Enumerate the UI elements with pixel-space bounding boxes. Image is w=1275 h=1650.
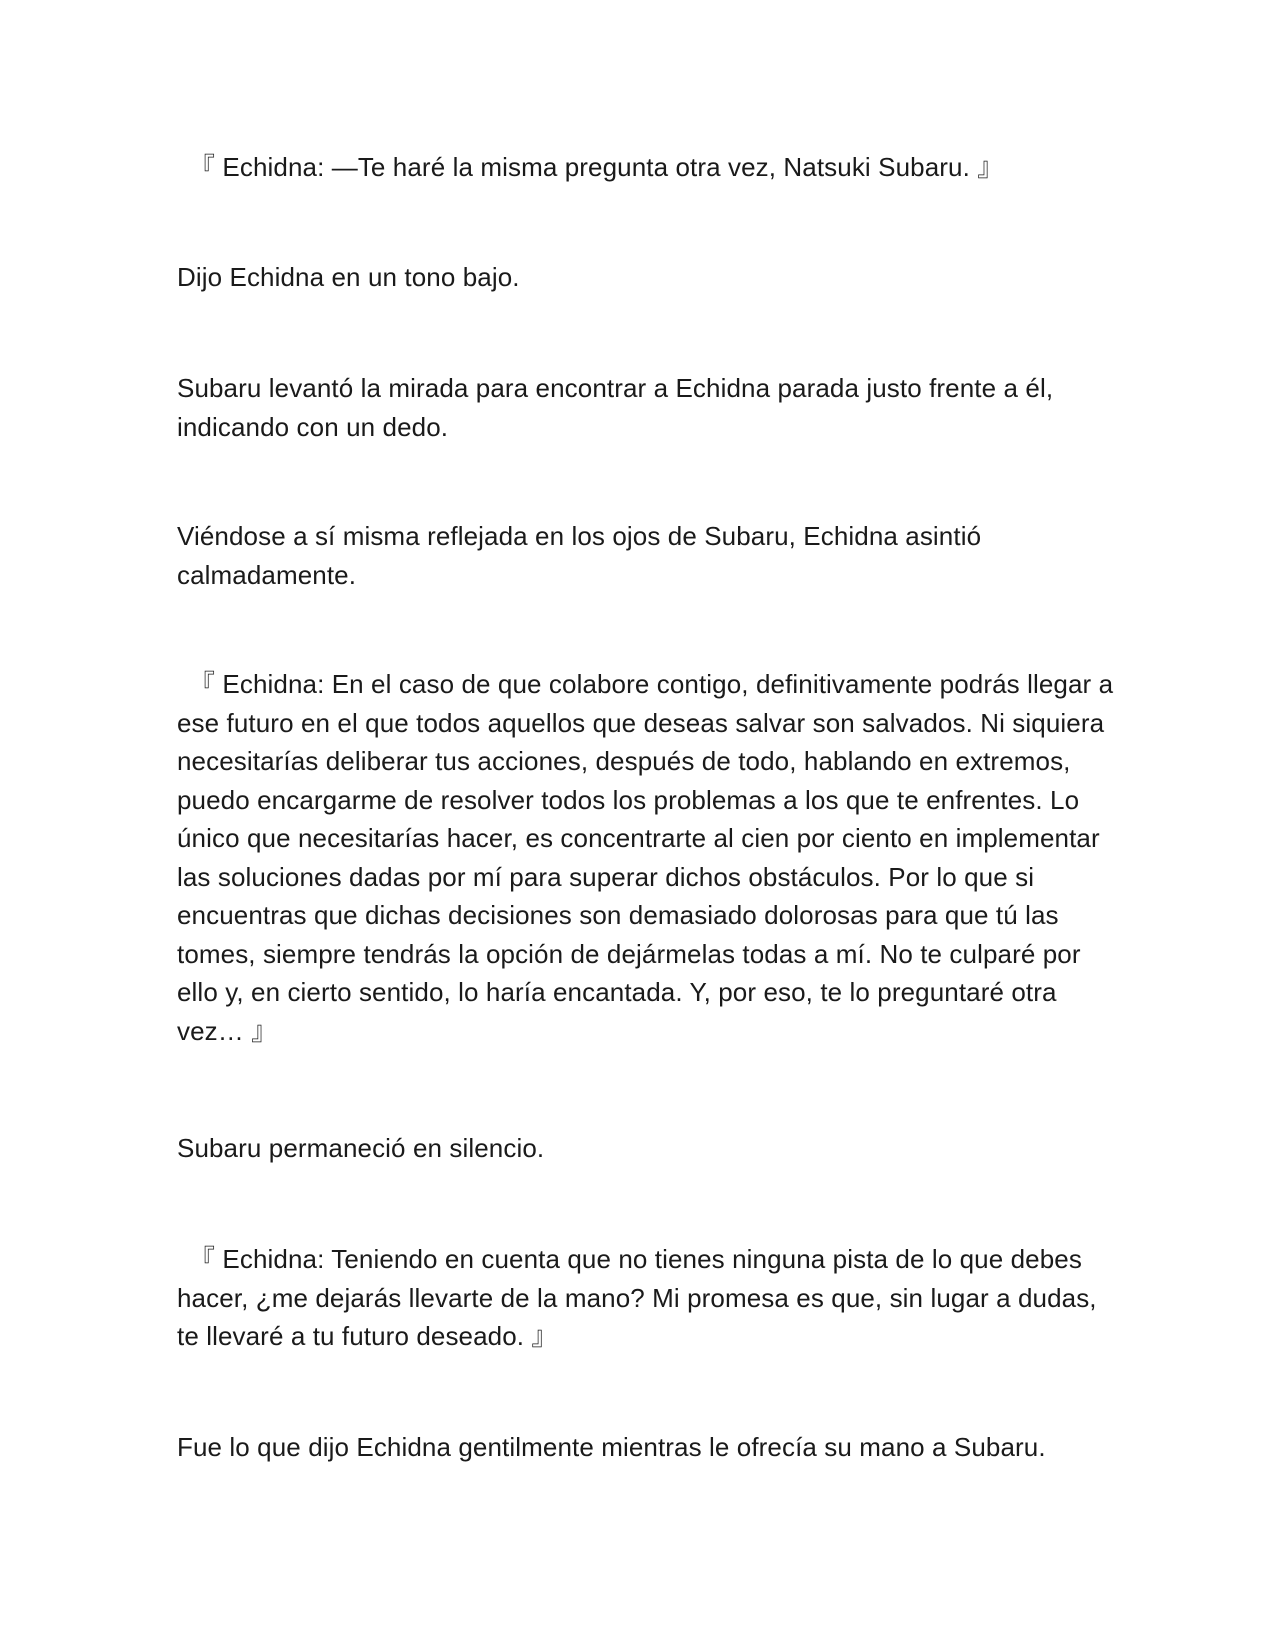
dialogue-paragraph: 『 Echidna: En el caso de que colabore contigo, definitivamente podrás llegar a ese futuro en el que todos aquellos que deseas salvar son salvados. Ni siquiera necesitarías deliberar tus acciones, después de todo, hablando en extremos, puedo encargarme de resolver todos los problemas a los que te enfrentes. Lo único que necesitarías hacer, es concentrarte al cien por ciento en implementar las soluciones dadas por mí para superar dichos obstáculos. Por lo que si encuentras que dichas decisiones son demasiado dolorosas para que tú las tomes, siempre tendrás la opción de dejármelas todas a mí. No te culparé por ello y, en cierto sentido, lo haría encantada. Y, por eso, te lo preguntaré otra vez… 』 bbox=[177, 669, 1114, 1046]
narration-paragraph: Subaru levantó la mirada para encontrar a Echidna parada justo frente a él, indicando con un dedo. bbox=[177, 373, 1054, 442]
dialogue-paragraph: 『 Echidna: Teniendo en cuenta que no tienes ninguna pista de lo que debes hacer, ¿me dejarás llevarte de la mano? Mi promesa es que, sin lugar a dudas, te llevaré a tu futuro deseado. 』 bbox=[177, 1244, 1097, 1351]
narration-paragraph: Dijo Echidna en un tono bajo. bbox=[177, 262, 520, 292]
narration-paragraph: Fue lo que dijo Echidna gentilmente mientras le ofrecía su mano a Subaru. bbox=[177, 1432, 1046, 1462]
dialogue-paragraph: 『 Echidna: —Te haré la misma pregunta otra vez, Natsuki Subaru. 』 bbox=[189, 152, 1004, 182]
narration-paragraph: Subaru permaneció en silencio. bbox=[177, 1133, 545, 1163]
narration-paragraph: Viéndose a sí misma reflejada en los ojos de Subaru, Echidna asintió calmadamente. bbox=[177, 521, 982, 590]
